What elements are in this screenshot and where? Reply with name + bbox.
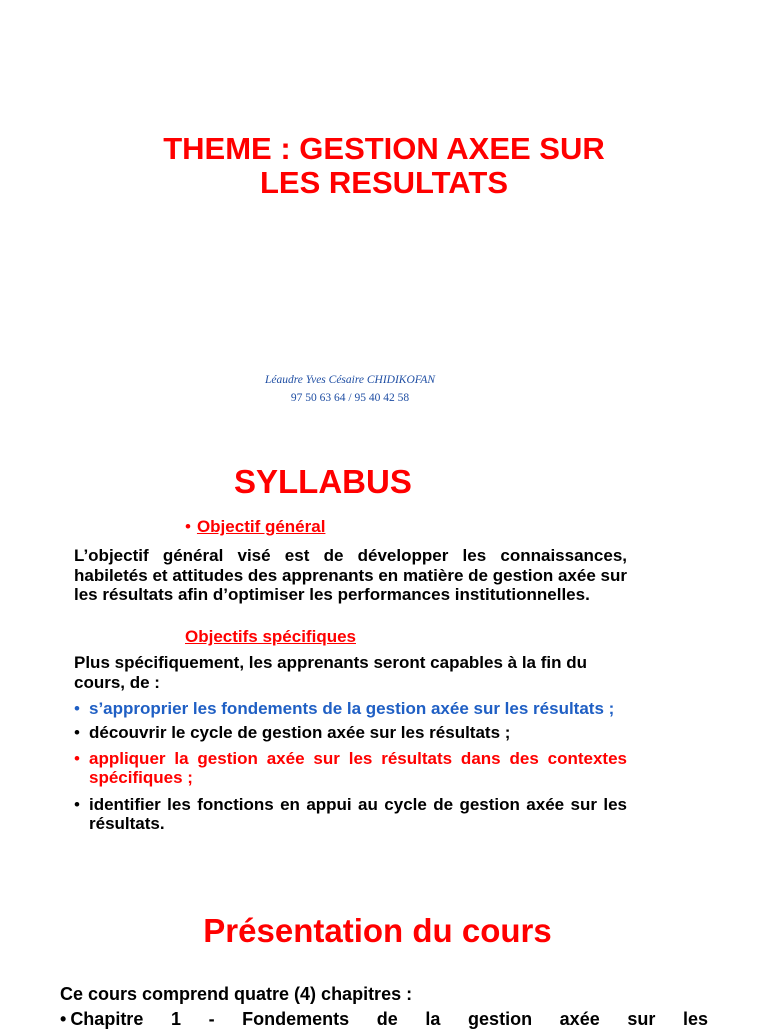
cover-title-line-2: LES RESULTATS xyxy=(260,165,508,200)
bullet-icon: • xyxy=(74,723,80,742)
list-item-text: s’approprier les fondements de la gestion axée sur les résultats ; xyxy=(89,699,615,718)
list-item-text: découvrir le cycle de gestion axée sur les résultats ; xyxy=(89,723,511,742)
cover-title-line-1: THEME : GESTION AXEE SUR xyxy=(163,131,605,166)
list-item-text: identifier les fonctions en appui au cycle de gestion axée sur les résultats. xyxy=(89,795,627,833)
objectifs-list xyxy=(74,699,627,833)
objectifs-specifiques-heading xyxy=(185,626,356,648)
bullet-icon: • xyxy=(74,795,80,814)
objectifs-specifiques-intro: Plus spécifiquement, les apprenants seront capables à la fin du cours, de : xyxy=(74,653,587,692)
bullet-icon: • xyxy=(185,517,191,536)
list-item-text: appliquer la gestion axée sur les résultats dans des contextes spécifiques ; xyxy=(89,749,627,787)
chapter-1-line xyxy=(60,1008,708,1030)
list-item xyxy=(74,795,627,833)
cover-title xyxy=(0,132,768,200)
course-intro: Ce cours comprend quatre (4) chapitres : xyxy=(60,984,413,1004)
list-item xyxy=(74,699,627,718)
presentation-title: Présentation du cours xyxy=(203,912,552,949)
bullet-icon: • xyxy=(74,749,80,768)
author-name: Léaudre Yves Césaire CHIDIKOFAN xyxy=(264,374,436,386)
list-item xyxy=(74,723,627,742)
objectif-general-heading xyxy=(185,516,325,538)
objectifs-specifiques-label: Objectifs spécifiques xyxy=(185,627,356,646)
list-item xyxy=(74,749,627,787)
syllabus-title: SYLLABUS xyxy=(234,463,412,500)
bullet-icon: • xyxy=(60,1009,67,1029)
chapter-1-text: Chapitre 1 - Fondements de la gestion axée sur les xyxy=(70,1009,708,1029)
objectif-general-text: L’objectif général visé est de développer les connaissances, habiletés et attitudes des apprenants en matière de gestion axée sur les résultats afin d’optimiser les performances institutionnelles. xyxy=(74,546,627,604)
bullet-icon: • xyxy=(74,699,80,718)
author-phones: 97 50 63 64 / 95 40 42 58 xyxy=(290,392,410,404)
objectif-general-label: Objectif général xyxy=(196,517,326,536)
